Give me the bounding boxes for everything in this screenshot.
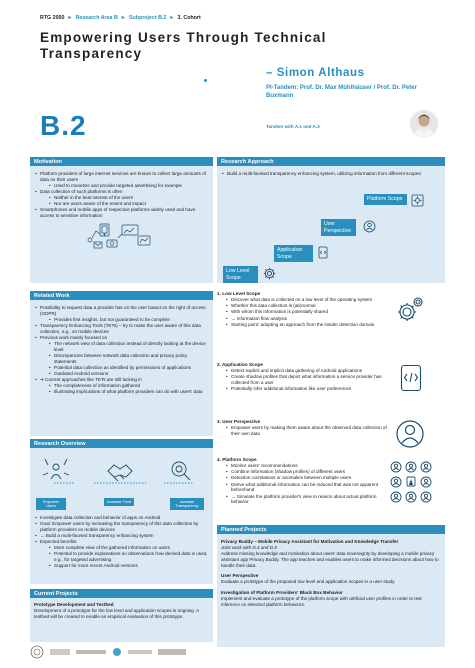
list-item: • Illustrating implications of what platform providers can do with users' data: [40, 389, 209, 395]
footer-logos: [30, 645, 186, 659]
project-title: Privacy Buddy – Mobile Privacy Assistant for Motivation and Knowledge Transfer: [221, 539, 399, 544]
code-number: 2: [70, 110, 87, 141]
list-item: • Monitor users' recommendations: [217, 463, 387, 469]
settings-gear-icon: [263, 267, 276, 280]
detail-title: 3. User Perspective: [217, 419, 261, 424]
subproject-code: B.2: [40, 110, 87, 141]
list-item: • Potentially infer additional information like user preferences: [217, 386, 387, 392]
research-approach-box: [217, 166, 445, 283]
research-approach-details: [217, 291, 445, 519]
smartphone-icon: [318, 246, 328, 259]
user-perspective-box: User Perspective: [321, 219, 356, 236]
avatar: [410, 110, 438, 138]
planned-projects-box: [217, 534, 445, 647]
project-text: Implement and evaluate a prototype of the platform scope with artificial user profiles in order to test inference on selected platform behaviors.: [221, 596, 422, 607]
list-item: • Platform providers of large internet services are known to collect large amounts of data on their users • Used to monetize and provide targeted advertising for example: [34, 171, 209, 189]
breadcrumb-rtg: RTG 2050: [40, 15, 65, 21]
list-item: • Discover what data is collected on a low level of the operating system: [217, 297, 387, 303]
tandem-with: Tandem with A.1 and A.3: [266, 124, 320, 129]
list-item: • → Build a multi-faceted transparency enhancing system: [34, 533, 210, 539]
low-level-detail: [217, 291, 387, 328]
planned-projects-section: [217, 525, 445, 647]
project-text: Development of a prototype for the low level and application scopes is ongoing. A testbed will be created to enable an empirical evaluation of this prototype.: [34, 607, 199, 619]
list-item: • Provides first insights, but not guaranteed to be complete: [40, 317, 209, 323]
platform-scope-box: Platform Scope: [364, 194, 407, 205]
list-item: • → Simulate the platform provider's view to reason about actual platform behavior: [217, 494, 387, 506]
list-item: • Nor are users aware of the extent and impact: [40, 201, 209, 207]
project-text: Evaluate a prototype of the proposed low level and application scopes in a user study.: [221, 579, 396, 585]
list-item: • Combine information (shadow profiles) of different users: [217, 469, 387, 475]
list-item: • Potential to provide explanations on observations how derived data is used, e.g., for targeted advertising: [40, 551, 210, 563]
empower-users-label: Empower Users: [36, 498, 66, 510]
user-circle-icon: [395, 419, 425, 449]
low-level-scope-box: Low Level Scope: [223, 266, 258, 283]
university-seal-icon: [30, 645, 44, 659]
current-projects-section: [30, 589, 213, 642]
list-item: • Neither in the best interest of the users: [40, 195, 209, 201]
list-item: • Derive what additional information can be induced that was not apparent beforehand: [217, 482, 387, 494]
research-approach-section: [217, 157, 445, 283]
planned-projects-heading: Planned Projects: [217, 525, 445, 534]
list-item: • The completeness of information gathered: [40, 383, 209, 389]
breadcrumb: RTG 2050 ► Research Area B ► Subproject B.2 ► 3. Cohort: [40, 15, 201, 21]
accent-dot: [204, 79, 207, 82]
list-item: • Smartphones and mobile apps of respective platforms widely used and have access to sensitive information: [34, 207, 209, 219]
related-work-heading: Related Work: [30, 291, 213, 300]
overview-illustration-icon: [34, 453, 209, 497]
platform-detail: [217, 457, 387, 506]
current-projects-box: [30, 598, 213, 642]
project-subtitle: Joint work with D.4 and D.5: [221, 544, 277, 550]
list-item: • Investigate data collection and behavior of apps on Android: [34, 515, 210, 521]
list-item: • Transparency Enhancing Tools (TETs) – try to make the user aware of this data collection, e.g., on mobile devices: [34, 323, 209, 335]
list-item: • Support for more recent Android versions: [40, 563, 210, 569]
motivation-heading: Motivation: [30, 157, 213, 166]
tu-logo-icon: [50, 648, 70, 656]
detail-title: 2. Application Scope: [217, 362, 263, 367]
code-letter: B: [40, 110, 62, 141]
institute-logo-icon: [112, 647, 122, 657]
list-item: • Build a multi-faceted transparency enhancing system, utilizing information from different scopes:: [221, 171, 441, 177]
list-item: • Detection correlations or anomalies between multiple users: [217, 475, 387, 481]
project-title: Prototype Development and Testbed: [34, 602, 114, 607]
project-title: Investigation of Platform Providers' Black Box Behavior: [221, 590, 343, 596]
pi-tandem: PI-Tandem: Prof. Dr. Max Mühlhäuser / Prof. Dr. Peter Buxmann: [266, 85, 417, 99]
list-item: • Expected benefits • More complete view of the gathered information on users • Potential to provide explanations on observations how derived data is used, e.g., for targeted advertising • Support for more recent Android versions: [34, 539, 210, 569]
research-approach-heading: Research Approach: [217, 157, 445, 166]
author-name: – Simon Althaus: [266, 67, 365, 79]
list-item: • Goal: Empower users by increasing the transparency of this data collection by platform providers on mobile devices: [34, 521, 210, 533]
project-title: User Perspective: [221, 573, 259, 579]
list-item: • Whether this data collection is (ab)normal: [217, 303, 387, 309]
application-scope-box: Application Scope: [274, 245, 313, 262]
list-item: • Potential data collection as identified by permissions of applications: [40, 365, 209, 371]
user-network-icon: [390, 461, 432, 503]
motivation-box: [30, 166, 213, 283]
research-overview-heading: Research Overview: [30, 439, 213, 448]
smartphone-code-icon: [400, 364, 422, 392]
application-detail: [217, 362, 387, 392]
related-work-box: [30, 300, 213, 436]
list-item: • → information flow analysis: [217, 316, 387, 322]
list-item: • Previous work mainly focused on • The network view of data collection instead of directly looking at the device level • Discrepancies between network data collection and privacy policy statements • Potential data collection as identified by permissions of applications • Outdated Android versions: [34, 335, 209, 377]
research-overview-box: [30, 448, 213, 584]
increase-trust-label: Increase Trust: [104, 498, 134, 506]
list-item: • Discrepancies between network data collection and privacy policy statements: [40, 353, 209, 365]
partner-logo-icon: [128, 648, 152, 656]
current-projects-heading: Current Projects: [30, 589, 213, 598]
list-item: • Detect explicit and implicit data gathering of Android applications: [217, 368, 387, 374]
list-item: • Outdated Android versions: [40, 371, 209, 377]
page-title: Empowering Users Through Technical Transparency: [40, 30, 327, 62]
list-item: • With whom this information is potentially shared: [217, 309, 387, 315]
list-item: • Possibility to request data a provider has on the user based on the right of access (GDPR) • Provides first insights, but not guaranteed to be complete: [34, 305, 209, 323]
list-item: • Create shadow profiles that depict what information a service provider has collected from a user: [217, 374, 387, 386]
list-item: • Empower users by making them aware about the observed data collection of their own data: [217, 425, 387, 437]
motivation-illustration-icon: [34, 222, 209, 250]
list-item: • The network view of data collection instead of directly looking at the device level: [40, 341, 209, 353]
list-item: • Used to monetize and provide targeted advertising for example: [40, 183, 209, 189]
list-item: • Starting point: adopting an approach from the insider detection domain: [217, 322, 387, 328]
detail-title: 1. Low Level Scope: [217, 291, 261, 296]
breadcrumb-cohort: 3. Cohort: [177, 15, 201, 21]
motivation-section: [30, 157, 213, 283]
university-logo-icon: [76, 648, 106, 656]
breadcrumb-area[interactable]: Research Area B: [75, 15, 118, 21]
gear-icon: [411, 194, 424, 207]
related-work-section: [30, 291, 213, 436]
detail-title: 4. Platform Scope: [217, 457, 257, 462]
breadcrumb-subproject[interactable]: Subproject B.2: [128, 15, 167, 21]
research-overview-section: [30, 439, 213, 584]
gears-icon: [397, 295, 425, 323]
list-item: • Data collection of such platforms is often • Neither in the best interest of the users • Nor are users aware of the extent and impact: [34, 189, 209, 207]
list-item: • ➔ Current approaches like TETs are still lacking in • The completeness of information gathered • Illustrating implications of what platform providers can do with users' data: [34, 377, 209, 395]
user-perspective-detail: [217, 419, 387, 437]
increase-transparency-label: Increase Transparency: [170, 498, 204, 510]
user-icon: [363, 220, 376, 233]
list-item: • More complete view of the gathered information on users: [40, 545, 210, 551]
project-text: Address missing knowledge and motivation about users' data sovereignty by developing a mobile privacy assistant app Privacy Buddy. The app teaches and enables users to make informed decisions about how to handle their data.: [221, 550, 439, 568]
dfg-logo-icon: [158, 648, 186, 656]
